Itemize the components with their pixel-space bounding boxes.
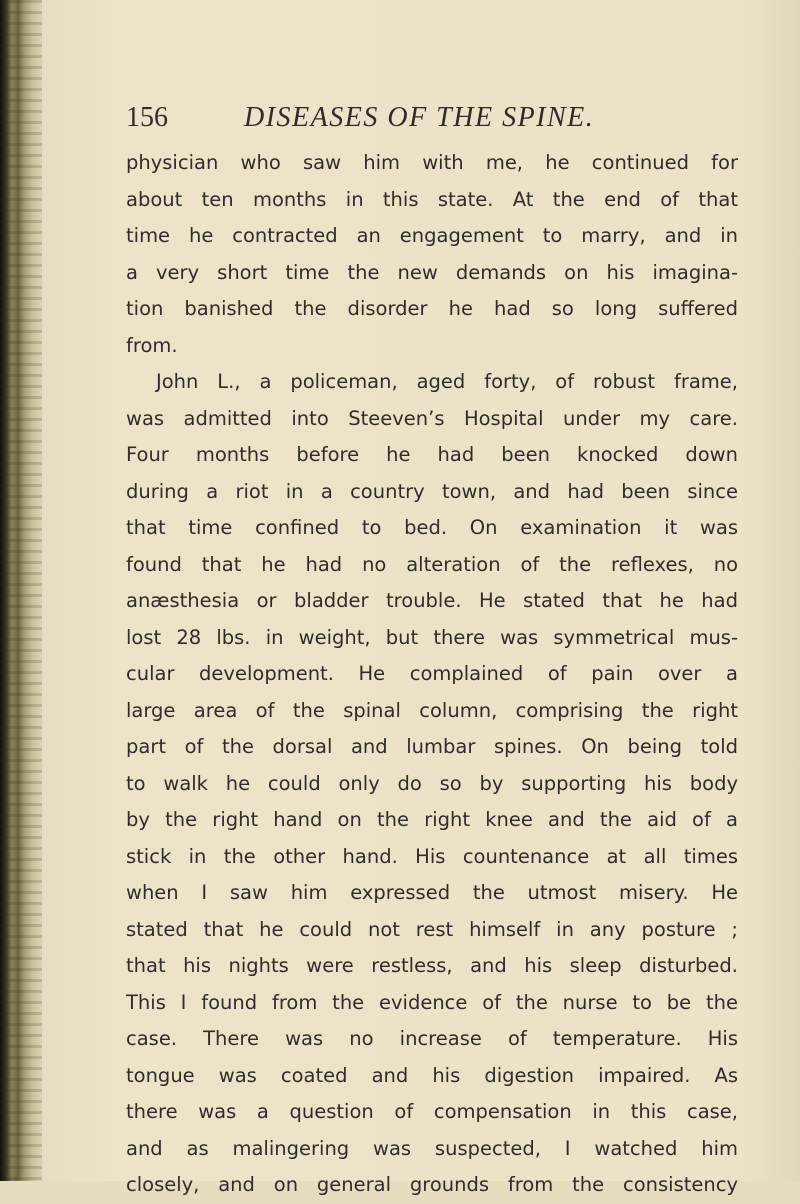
text-line: This I found from the evidence of the nurse to be the [126, 990, 738, 1014]
text-line: stick in the other hand. His countenance at all times [126, 844, 738, 868]
text-line: that time confined to bed. On examination it was [126, 516, 738, 539]
text-line: during a riot in a country town, and had been since [126, 479, 738, 503]
text-line: and as malingering was suspected, I watched him [126, 1136, 738, 1160]
text-line: physician who saw him with me, he continued for [126, 151, 738, 174]
text-line: when I saw him expressed the utmost misery. He [126, 881, 738, 904]
running-head [126, 98, 666, 138]
text-line: anæsthesia or bladder trouble. He stated that he had [126, 589, 738, 612]
page-number: 156 [126, 102, 168, 133]
text-line: case. There was no increase of temperature. His [126, 1027, 738, 1050]
text-line: about ten months in this state. At the end of that [126, 187, 738, 211]
text-line: by the right hand on the right knee and the aid of a [126, 808, 738, 831]
text-line: cular development. He complained of pain over a [126, 662, 738, 685]
text-line: was admitted into Steeven’s Hospital under my care. [126, 406, 738, 430]
running-title: DISEASES OF THE SPINE. [244, 102, 595, 133]
text-line: from. [126, 333, 178, 357]
text-line: lost 28 lbs. in weight, but there was symmetrical mus- [126, 625, 738, 649]
text-line: that his nights were restless, and his sleep disturbed. [126, 954, 738, 977]
text-line: to walk he could only do so by supporting his body [126, 771, 738, 795]
text-line: time he contracted an engagement to marry, and in [126, 224, 738, 247]
text-line: part of the dorsal and lumbar spines. On being told [126, 735, 738, 758]
text-line: closely, and on general grounds from the consistency [126, 1173, 738, 1196]
text-line: large area of the spinal column, comprising the right [126, 698, 738, 722]
text-line: tion banished the disorder he had so long suffered [126, 297, 738, 320]
text-line: Four months before he had been knocked down [126, 443, 738, 466]
text-line: tongue was coated and his digestion impaired. As [126, 1063, 738, 1087]
body-text [126, 145, 738, 1204]
text-line: stated that he could not rest himself in any posture ; [126, 917, 738, 941]
book-binding-edge [0, 0, 42, 1181]
text-line: John L., a policeman, aged forty, of robust frame, [156, 370, 738, 393]
text-line: a very short time the new demands on his imagina- [126, 260, 738, 284]
text-line: there was a question of compensation in this case, [126, 1100, 738, 1123]
text-line: found that he had no alteration of the reflexes, no [126, 552, 738, 576]
